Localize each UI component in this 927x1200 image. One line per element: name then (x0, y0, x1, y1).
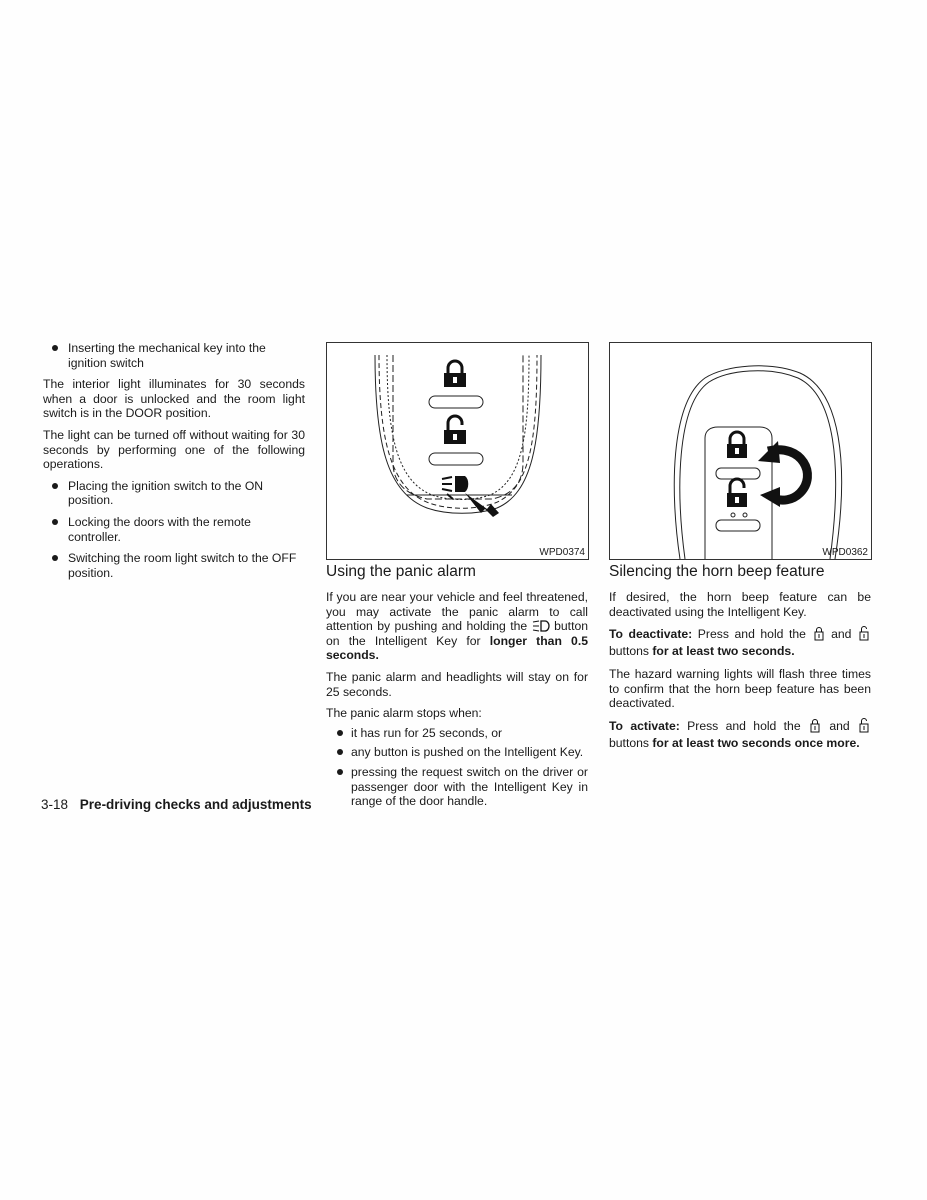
paragraph: The hazard warning lights will flash three times to confirm that the horn beep feature has been deactivated. (609, 667, 871, 711)
bullet-item: pressing the request switch on the driver or passenger door with the Intelligent Key in range of the door handle. (326, 765, 588, 809)
bullet-item: Placing the ignition switch to the ON position. (43, 479, 305, 508)
instruction-label: To deactivate: (609, 627, 693, 642)
paragraph: The interior light illuminates for 30 seconds when a door is unlocked and the room light switch is in the DOOR position. (43, 377, 305, 421)
bullet-item: Locking the doors with the remote controller. (43, 515, 305, 544)
lock-button-icon (812, 626, 826, 641)
section-heading: Using the panic alarm (326, 563, 476, 580)
unlock-icon (444, 416, 466, 444)
bullet-item: any button is pushed on the Intelligent Key. (326, 745, 588, 760)
panic-icon (442, 476, 468, 499)
paragraph: The panic alarm stops when: (326, 706, 482, 721)
section-title: Pre-driving checks and adjustments (79, 797, 312, 812)
left-column (43, 341, 305, 587)
bullet-item: Inserting the mechanical key into the ignition switch (43, 341, 305, 370)
panic-button-icon (532, 619, 550, 633)
paragraph: The light can be turned off without waiting for 30 seconds by performing one of the following operations. (43, 427, 305, 472)
figure-horn-key (609, 342, 872, 560)
emphasis-text: for at least two seconds. (652, 644, 795, 659)
paragraph-text: If you are near your vehicle and feel threatened, you may activate the panic alarm to call attention by pushing and holding the (326, 590, 588, 634)
curved-arrow-icon (758, 441, 807, 507)
emphasis-text: longer than 0.5 seconds. (326, 633, 588, 663)
instruction-text: and (829, 718, 850, 733)
key-fob-illustration (610, 343, 871, 559)
unlock-button-icon (857, 718, 871, 733)
paragraph (326, 590, 588, 663)
instruction-text: Press and hold the (697, 627, 806, 642)
instruction-text: buttons (609, 644, 649, 659)
horn-beep-section (609, 563, 871, 759)
paragraph: The panic alarm and headlights will stay on for 25 seconds. (326, 669, 588, 699)
paragraph: If desired, the horn beep feature can be deactivated using the Intelligent Key. (609, 590, 871, 619)
section-heading: Silencing the horn beep feature (609, 563, 825, 580)
instruction-label: To activate: (609, 718, 680, 733)
figure-code: WPD0374 (539, 547, 585, 558)
key-fob-illustration (327, 343, 588, 559)
unlock-icon (727, 479, 747, 507)
page-footer (41, 797, 312, 812)
activate-instruction (609, 718, 871, 752)
instruction-text: Press and hold the (687, 718, 801, 733)
emphasis-text: for at least two seconds once more. (652, 735, 860, 750)
instruction-text: buttons (609, 735, 649, 750)
bullet-item: Switching the room light switch to the OFF position. (43, 551, 305, 580)
instruction-text: and (831, 627, 852, 642)
unlock-button-icon (857, 626, 871, 641)
figure-code: WPD0362 (822, 547, 868, 558)
deactivate-instruction (609, 626, 871, 660)
bullet-item: it has run for 25 seconds, or (326, 726, 588, 741)
lock-button-icon (808, 718, 822, 733)
page-number: 3-18 (41, 797, 69, 812)
panic-alarm-section (326, 563, 588, 816)
paragraph-text: button on the Intelligent Key for (326, 619, 589, 648)
lock-icon (444, 361, 466, 387)
lock-icon (727, 432, 747, 458)
figure-panic-key (326, 342, 589, 560)
